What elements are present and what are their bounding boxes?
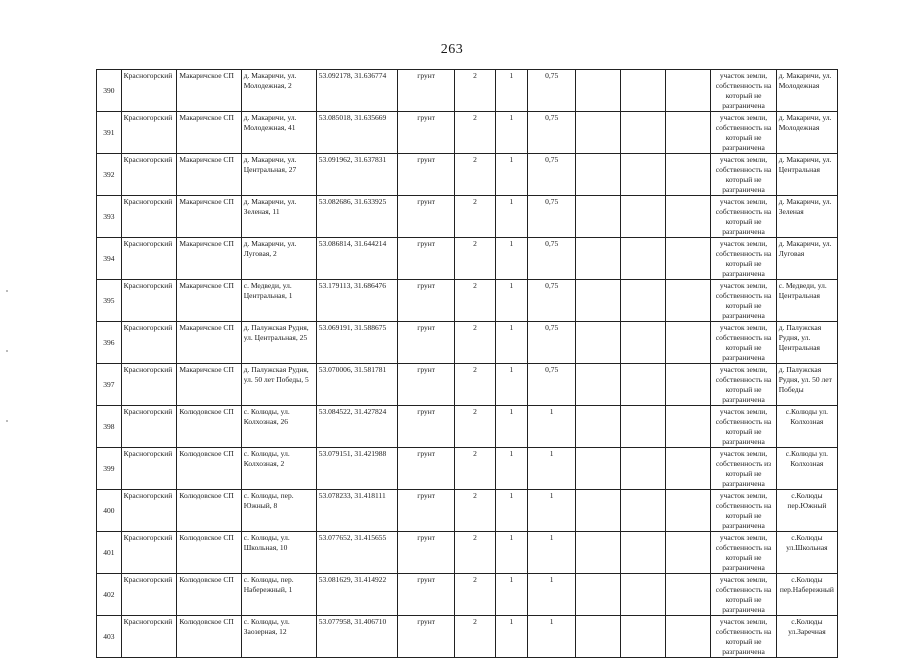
table-row [97, 322, 838, 364]
table-row [97, 616, 838, 658]
count-1-cell: 2 [455, 196, 496, 238]
row-number: 403 [97, 616, 122, 658]
coordinates-cell: 53.077652, 31.415655 [316, 532, 397, 574]
address-cell: д. Палужская Рудня, ул. 50 лет Победы, 5 [241, 364, 316, 406]
count-2-cell: 1 [495, 406, 527, 448]
district-cell: Красногорский [121, 112, 177, 154]
settlement-cell: Макаричское СП [177, 280, 241, 322]
place-cell: д. Макаричи, ул. Молодежная [776, 70, 837, 112]
empty-cell [666, 280, 711, 322]
capacity-cell: 0,75 [528, 112, 576, 154]
surface-cell: грунт [398, 154, 455, 196]
table-row [97, 532, 838, 574]
settlement-cell: Макаричское СП [177, 364, 241, 406]
table-row [97, 406, 838, 448]
table-row [97, 364, 838, 406]
coordinates-cell: 53.081629, 31.414922 [316, 574, 397, 616]
empty-cell [666, 70, 711, 112]
surface-cell: грунт [398, 448, 455, 490]
place-cell: д. Палужская Рудня, ул. Центральная [776, 322, 837, 364]
count-1-cell: 2 [455, 448, 496, 490]
coordinates-cell: 53.079151, 31.421988 [316, 448, 397, 490]
count-1-cell: 2 [455, 70, 496, 112]
count-2-cell: 1 [495, 70, 527, 112]
settlement-cell: Колюдовское СП [177, 406, 241, 448]
count-2-cell: 1 [495, 238, 527, 280]
empty-cell [621, 238, 666, 280]
scan-speck [6, 420, 8, 422]
empty-cell [576, 70, 621, 112]
address-cell: д. Макаричи, ул. Молодежная, 41 [241, 112, 316, 154]
count-1-cell: 2 [455, 616, 496, 658]
land-status-cell: участок земли, собственность на который не разграничена [711, 238, 776, 280]
place-cell: с.Колюды пер.Южный [776, 490, 837, 532]
page-number: 263 [440, 42, 464, 57]
land-status-cell: участок земли, собственность на который не разграничена [711, 196, 776, 238]
row-number: 394 [97, 238, 122, 280]
capacity-cell: 1 [528, 406, 576, 448]
settlement-cell: Макаричское СП [177, 322, 241, 364]
surface-cell: грунт [398, 406, 455, 448]
empty-cell [666, 196, 711, 238]
count-2-cell: 1 [495, 532, 527, 574]
address-cell: с. Колюды, пер. Южный, 8 [241, 490, 316, 532]
count-2-cell: 1 [495, 490, 527, 532]
coordinates-cell: 53.077958, 31.406710 [316, 616, 397, 658]
land-status-cell: участок земли, собственность на который не разграничена [711, 280, 776, 322]
scan-speck [6, 350, 8, 352]
district-cell: Красногорский [121, 70, 177, 112]
land-status-cell: участок земли, собственность на который не разграничена [711, 616, 776, 658]
district-cell: Красногорский [121, 280, 177, 322]
scan-speck [6, 290, 8, 292]
empty-cell [576, 364, 621, 406]
district-cell: Красногорский [121, 406, 177, 448]
place-cell: с.Колюды ул.Заречная [776, 616, 837, 658]
capacity-cell: 0,75 [528, 238, 576, 280]
land-status-cell: участок земли, собственность из который не разграничена [711, 448, 776, 490]
count-1-cell: 2 [455, 154, 496, 196]
registry-rows [97, 70, 838, 658]
row-number: 398 [97, 406, 122, 448]
address-cell: д. Макаричи, ул. Луговая, 2 [241, 238, 316, 280]
empty-cell [666, 616, 711, 658]
surface-cell: грунт [398, 616, 455, 658]
count-1-cell: 2 [455, 364, 496, 406]
land-status-cell: участок земли, собственность на который не разграничена [711, 322, 776, 364]
row-number: 402 [97, 574, 122, 616]
empty-cell [621, 364, 666, 406]
count-1-cell: 2 [455, 574, 496, 616]
empty-cell [576, 406, 621, 448]
address-cell: д. Макаричи, ул. Центральная, 27 [241, 154, 316, 196]
district-cell: Красногорский [121, 322, 177, 364]
surface-cell: грунт [398, 364, 455, 406]
row-number: 391 [97, 112, 122, 154]
district-cell: Красногорский [121, 448, 177, 490]
table-row [97, 448, 838, 490]
address-cell: д. Макаричи, ул. Зеленая, 11 [241, 196, 316, 238]
count-2-cell: 1 [495, 448, 527, 490]
surface-cell: грунт [398, 112, 455, 154]
empty-cell [666, 406, 711, 448]
empty-cell [576, 616, 621, 658]
capacity-cell: 0,75 [528, 364, 576, 406]
capacity-cell: 0,75 [528, 196, 576, 238]
address-cell: с. Колюды, пер. Набережный, 1 [241, 574, 316, 616]
empty-cell [621, 406, 666, 448]
coordinates-cell: 53.092178, 31.636774 [316, 70, 397, 112]
row-number: 393 [97, 196, 122, 238]
land-status-cell: участок земли, собственность на который не разграничена [711, 532, 776, 574]
table-row [97, 70, 838, 112]
district-cell: Красногорский [121, 616, 177, 658]
district-cell: Красногорский [121, 490, 177, 532]
empty-cell [621, 112, 666, 154]
coordinates-cell: 53.086814, 31.644214 [316, 238, 397, 280]
row-number: 397 [97, 364, 122, 406]
place-cell: д. Макаричи, ул. Луговая [776, 238, 837, 280]
surface-cell: грунт [398, 574, 455, 616]
capacity-cell: 0,75 [528, 70, 576, 112]
surface-cell: грунт [398, 532, 455, 574]
empty-cell [621, 490, 666, 532]
table-row [97, 112, 838, 154]
table-row [97, 238, 838, 280]
count-2-cell: 1 [495, 280, 527, 322]
table-row [97, 280, 838, 322]
count-1-cell: 2 [455, 490, 496, 532]
empty-cell [666, 532, 711, 574]
empty-cell [576, 238, 621, 280]
place-cell: д. Макаричи, ул. Центральная [776, 154, 837, 196]
empty-cell [666, 112, 711, 154]
address-cell: д. Макаричи, ул. Молодежная, 2 [241, 70, 316, 112]
empty-cell [576, 448, 621, 490]
place-cell: с. Медведи, ул. Центральная [776, 280, 837, 322]
empty-cell [621, 154, 666, 196]
district-cell: Красногорский [121, 196, 177, 238]
empty-cell [666, 364, 711, 406]
coordinates-cell: 53.070006, 31.581781 [316, 364, 397, 406]
count-1-cell: 2 [455, 532, 496, 574]
district-cell: Красногорский [121, 238, 177, 280]
settlement-cell: Колюдовское СП [177, 532, 241, 574]
registry-table [96, 69, 838, 658]
row-number: 390 [97, 70, 122, 112]
land-status-cell: участок земли, собственность на который не разграничена [711, 70, 776, 112]
coordinates-cell: 53.179113, 31.686476 [316, 280, 397, 322]
count-2-cell: 1 [495, 322, 527, 364]
count-2-cell: 1 [495, 112, 527, 154]
coordinates-cell: 53.069191, 31.588675 [316, 322, 397, 364]
row-number: 399 [97, 448, 122, 490]
table-row [97, 490, 838, 532]
count-1-cell: 2 [455, 280, 496, 322]
empty-cell [621, 616, 666, 658]
place-cell: д. Макаричи, ул. Зеленая [776, 196, 837, 238]
empty-cell [621, 448, 666, 490]
place-cell: с.Колюды ул. Колхозная [776, 448, 837, 490]
count-2-cell: 1 [495, 574, 527, 616]
empty-cell [621, 574, 666, 616]
capacity-cell: 0,75 [528, 154, 576, 196]
land-status-cell: участок земли, собственность на который не разграничена [711, 574, 776, 616]
land-status-cell: участок земли, собственность на который не разграничена [711, 112, 776, 154]
settlement-cell: Макаричское СП [177, 154, 241, 196]
coordinates-cell: 53.085018, 31.635669 [316, 112, 397, 154]
capacity-cell: 1 [528, 616, 576, 658]
land-status-cell: участок земли, собственность на который не разграничена [711, 490, 776, 532]
empty-cell [666, 448, 711, 490]
address-cell: с. Колюды, ул. Школьная, 10 [241, 532, 316, 574]
land-status-cell: участок земли, собственность на который не разграничена [711, 364, 776, 406]
settlement-cell: Макаричское СП [177, 70, 241, 112]
empty-cell [576, 112, 621, 154]
empty-cell [576, 322, 621, 364]
capacity-cell: 1 [528, 490, 576, 532]
settlement-cell: Макаричское СП [177, 196, 241, 238]
table-row [97, 154, 838, 196]
surface-cell: грунт [398, 322, 455, 364]
count-1-cell: 2 [455, 406, 496, 448]
settlement-cell: Макаричское СП [177, 112, 241, 154]
settlement-cell: Колюдовское СП [177, 574, 241, 616]
empty-cell [666, 154, 711, 196]
capacity-cell: 0,75 [528, 322, 576, 364]
empty-cell [621, 280, 666, 322]
surface-cell: грунт [398, 238, 455, 280]
address-cell: д. Палужская Рудня, ул. Центральная, 25 [241, 322, 316, 364]
count-1-cell: 2 [455, 322, 496, 364]
coordinates-cell: 53.084522, 31.427824 [316, 406, 397, 448]
count-1-cell: 2 [455, 238, 496, 280]
row-number: 396 [97, 322, 122, 364]
empty-cell [576, 574, 621, 616]
capacity-cell: 1 [528, 532, 576, 574]
surface-cell: грунт [398, 196, 455, 238]
coordinates-cell: 53.078233, 31.418111 [316, 490, 397, 532]
empty-cell [621, 322, 666, 364]
land-status-cell: участок земли, собственность на который не разграничена [711, 154, 776, 196]
district-cell: Красногорский [121, 574, 177, 616]
settlement-cell: Колюдовское СП [177, 448, 241, 490]
land-status-cell: участок земли, собственность на который не разграничена [711, 406, 776, 448]
place-cell: д. Макаричи, ул. Молодежная [776, 112, 837, 154]
district-cell: Красногорский [121, 532, 177, 574]
capacity-cell: 0,75 [528, 280, 576, 322]
count-2-cell: 1 [495, 196, 527, 238]
table-row [97, 574, 838, 616]
empty-cell [576, 532, 621, 574]
count-2-cell: 1 [495, 364, 527, 406]
table-row [97, 196, 838, 238]
empty-cell [621, 532, 666, 574]
empty-cell [666, 574, 711, 616]
empty-cell [576, 196, 621, 238]
address-cell: с. Медведи, ул. Центральная, 1 [241, 280, 316, 322]
district-cell: Красногорский [121, 364, 177, 406]
empty-cell [621, 196, 666, 238]
row-number: 400 [97, 490, 122, 532]
place-cell: с.Колюды пер.Набережный [776, 574, 837, 616]
place-cell: д. Палужская Рудня, ул. 50 лет Победы [776, 364, 837, 406]
surface-cell: грунт [398, 490, 455, 532]
empty-cell [666, 238, 711, 280]
coordinates-cell: 53.082686, 31.633925 [316, 196, 397, 238]
address-cell: с. Колюды, ул. Колхозная, 26 [241, 406, 316, 448]
row-number: 395 [97, 280, 122, 322]
settlement-cell: Макаричское СП [177, 238, 241, 280]
settlement-cell: Колюдовское СП [177, 616, 241, 658]
empty-cell [666, 490, 711, 532]
empty-cell [576, 280, 621, 322]
address-cell: с. Колюды, ул. Заозерная, 12 [241, 616, 316, 658]
place-cell: с.Колюды ул.Школьная [776, 532, 837, 574]
coordinates-cell: 53.091962, 31.637831 [316, 154, 397, 196]
capacity-cell: 1 [528, 574, 576, 616]
row-number: 401 [97, 532, 122, 574]
surface-cell: грунт [398, 70, 455, 112]
count-2-cell: 1 [495, 154, 527, 196]
address-cell: с. Колюды, ул. Колхозная, 2 [241, 448, 316, 490]
count-1-cell: 2 [455, 112, 496, 154]
settlement-cell: Колюдовское СП [177, 490, 241, 532]
capacity-cell: 1 [528, 448, 576, 490]
empty-cell [621, 70, 666, 112]
empty-cell [576, 154, 621, 196]
empty-cell [576, 490, 621, 532]
row-number: 392 [97, 154, 122, 196]
empty-cell [666, 322, 711, 364]
place-cell: с.Колюды ул. Колхозная [776, 406, 837, 448]
district-cell: Красногорский [121, 154, 177, 196]
surface-cell: грунт [398, 280, 455, 322]
count-2-cell: 1 [495, 616, 527, 658]
